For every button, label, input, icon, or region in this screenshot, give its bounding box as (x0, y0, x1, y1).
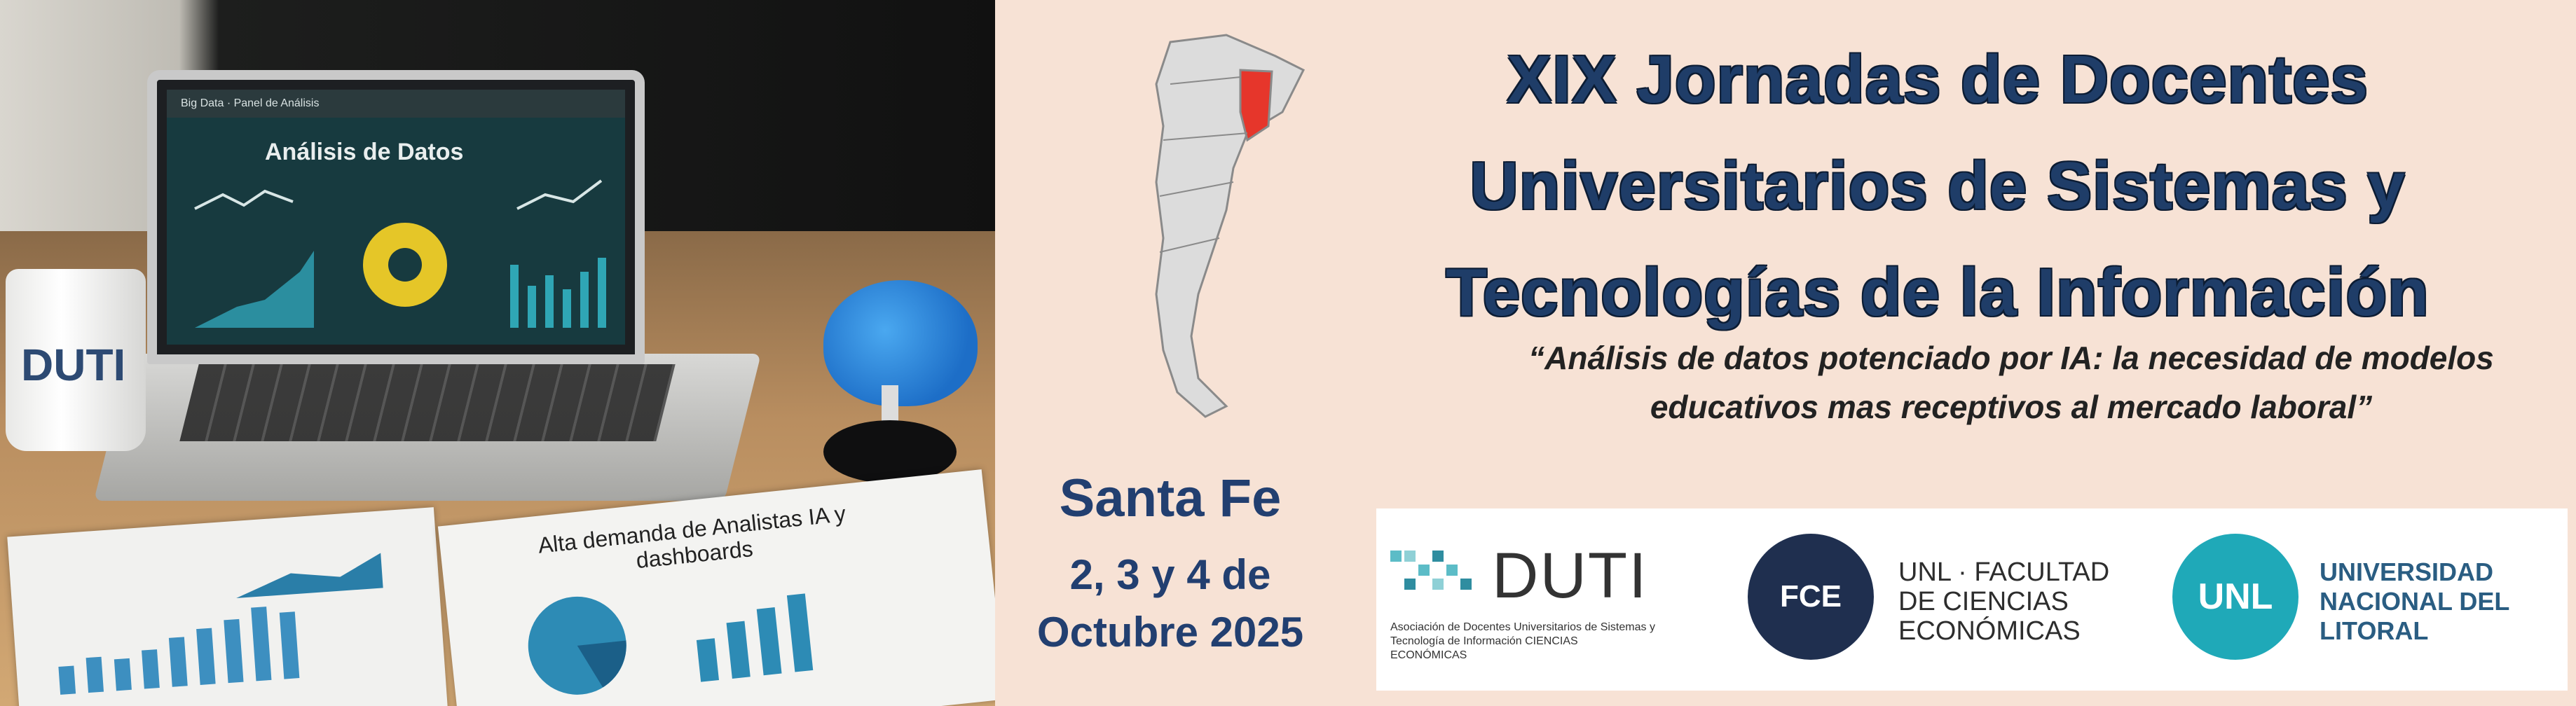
duti-subtitle: Asociación de Docentes Universitarios de Sistemas y Tecnología de Información CIENCIAS ECONÓMICAS (1390, 621, 1655, 661)
event-title: XIX Jornadas de Docentes Universitarios de Sistemas y Tecnologías de la Información (1446, 42, 2430, 330)
report-paper-left (7, 507, 448, 706)
laptop-screen-bar: Big Data · Panel de Análisis (167, 90, 625, 118)
unl-logo-text: UNIVERSIDAD NACIONAL DEL LITORAL (2320, 558, 2509, 645)
duti-mug (6, 269, 146, 451)
laptop-keyboard (179, 364, 675, 441)
laptop-screen-title: Análisis de Datos (265, 139, 464, 165)
laptop-screen (147, 70, 645, 364)
sponsor-logos-bar (1376, 508, 2568, 691)
unl-logo: UNL (2172, 534, 2298, 660)
mug-logo-text: DUTI (21, 340, 126, 390)
duti-wordmark: DUTI (1492, 540, 1648, 611)
brain-model-icon (823, 280, 978, 406)
fce-logo: FCE (1748, 534, 1874, 660)
event-location: Santa Fe (1059, 469, 1282, 528)
event-theme-quote: “Análisis de datos potenciado por IA: la necesidad de modelos educativos mas receptivos al mercado laboral” (1528, 340, 2494, 425)
bar-chart-icon (37, 536, 439, 703)
fce-logo-text: UNL · FACULTAD DE CIENCIAS ECONÓMICAS (1898, 558, 2110, 646)
duti-logo (1390, 537, 1655, 663)
duti-pixel-icon (1390, 544, 1488, 607)
screen-charts-icon (181, 167, 657, 349)
hero-photo (0, 0, 995, 706)
laptop-screen-content (167, 90, 625, 345)
paper-headline: Alta demanda de Analistas IA y dashboards (537, 500, 847, 574)
argentina-map-icon (1142, 28, 1324, 420)
event-dates: 2, 3 y 4 de Octubre 2025 (1036, 551, 1304, 656)
